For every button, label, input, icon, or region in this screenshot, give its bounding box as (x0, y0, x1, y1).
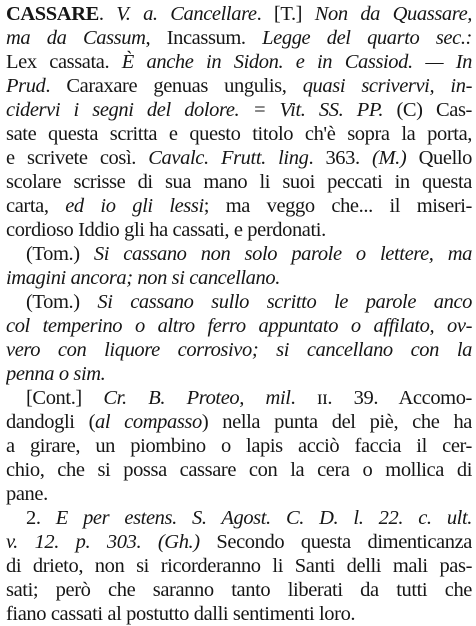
italic-text: Cr. B. Proteo, mil (103, 387, 291, 409)
italic-text: vero con liquore corrosivo; si cancellano con la (6, 339, 472, 361)
text-run: carta, (6, 195, 66, 217)
italic-text: Si cassano non solo parole o lettere, ma (79, 243, 472, 265)
text-run: ; ma veggo che... il miseri- (203, 195, 472, 217)
entry-line (6, 266, 472, 290)
italic-text: Cavalc. Frutt. ling (148, 147, 309, 169)
italic-text: cidervi i segni del dolore. = Vit. SS. PP. (6, 99, 384, 121)
text-run: a girare, un piombino o lapis acciò faccia il cer- (6, 435, 472, 457)
italic-text: V. a. Cancellare (116, 3, 257, 25)
text-run: Lex cassata. (6, 51, 122, 73)
text-run: . Caraxare genuas ungulis, (45, 75, 303, 97)
entry-line (6, 506, 472, 530)
text-run: (C) Cas- (383, 99, 472, 121)
entry-line (6, 434, 472, 458)
italic-text: È anche in Sidon. e in Cassiod. — In (121, 51, 472, 73)
text-run: sati; però che saranno tanto liberati da tutti che (6, 579, 472, 601)
italic-text: penna o sim. (6, 363, 106, 385)
text-run: fiano cassati al postutto dalli sentimenti loro. (6, 603, 356, 625)
entry-line (6, 386, 472, 410)
entry-line (6, 122, 472, 146)
entry-line (6, 458, 472, 482)
text-run: , Incassum. (145, 27, 263, 49)
text-run: sate questa scritta e questo titolo ch'è sopra la porta, (6, 123, 472, 145)
italic-text: quasi scrivervi, in- (302, 75, 472, 97)
entry-line (6, 218, 472, 242)
headword: CASSARE (6, 3, 99, 25)
entry-line (6, 26, 472, 50)
italic-text: Si cassano sullo scritto le parole anco (79, 291, 472, 313)
entry-line (6, 338, 472, 362)
text-run: chio, che si possa cassare con la cera o mollica di (6, 459, 472, 481)
text-run: Quello (406, 147, 472, 169)
text-run: dandogli ( (6, 411, 95, 433)
entry-line (6, 242, 472, 266)
text-run: [Cont.] (26, 387, 104, 409)
entry-line (6, 482, 472, 506)
text-run: . ɪɪ. 39. Accomo- (290, 387, 472, 409)
text-run: Secondo questa dimenticanza (199, 531, 472, 553)
entry-line (6, 410, 472, 434)
italic-text: E per estens. S. Agost. C. D. l. 22. c. ult. (55, 507, 472, 529)
italic-text: Non da Quassare, (314, 3, 472, 25)
entry-line (6, 530, 472, 554)
text-run: . [T.] (256, 3, 315, 25)
entry-line (6, 98, 472, 122)
text-run: di drieto, non si ricorderanno li Santi delli mali pas- (6, 555, 472, 577)
entry-line (6, 2, 472, 26)
entry-body (6, 2, 472, 626)
italic-text: ed io gli lessi (65, 195, 204, 217)
text-run: 2. (26, 507, 56, 529)
italic-text: Legge del quarto sec.: (262, 27, 472, 49)
text-run: cordioso Iddio gli ha cassati, e perdonati. (6, 219, 326, 241)
entry-line (6, 578, 472, 602)
italic-text: v. 12. p. 303. (Gh.) (6, 531, 200, 553)
entry-line (6, 146, 472, 170)
entry-line (6, 194, 472, 218)
entry-line (6, 362, 472, 386)
text-run: (Tom.) (26, 243, 80, 265)
entry-line (6, 602, 472, 626)
entry-line (6, 74, 472, 98)
text-run: . (98, 3, 117, 25)
text-run: pane. (6, 483, 48, 505)
italic-text: (M.) (372, 147, 407, 169)
italic-text: imagini ancora; non si cancellano. (6, 267, 280, 289)
italic-text: col temperino o altro ferro appuntato o affilato, ov- (6, 315, 472, 337)
italic-text: al compasso (95, 411, 202, 433)
text-run: (Tom.) (26, 291, 80, 313)
entry-line (6, 170, 472, 194)
entry-line (6, 50, 472, 74)
italic-text: Prud (6, 75, 46, 97)
text-run: ) nella punta del piè, che ha (201, 411, 472, 433)
italic-text: ma da Cassum (6, 27, 146, 49)
entry-line (6, 314, 472, 338)
entry-line (6, 290, 472, 314)
text-run: . 363. (308, 147, 373, 169)
entry-line (6, 554, 472, 578)
text-run: e scrivete così. (6, 147, 149, 169)
text-run: scolare scrisse di sua mano li suoi peccati in questa (6, 171, 472, 193)
